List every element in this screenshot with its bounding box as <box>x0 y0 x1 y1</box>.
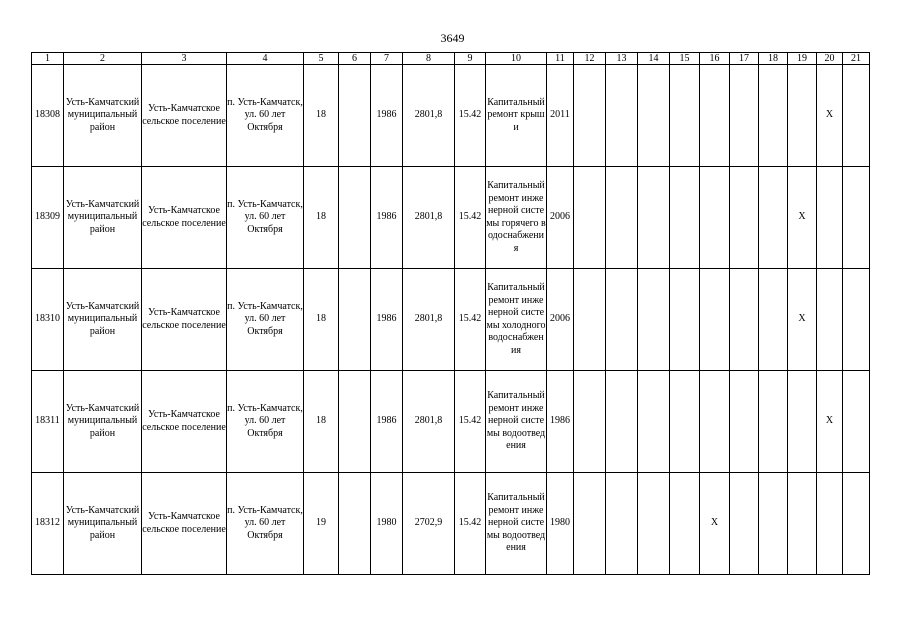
column-18-cell <box>759 269 788 371</box>
house-number-cell: 18 <box>304 167 339 269</box>
column-17-cell <box>730 65 759 167</box>
column-number-cell: 19 <box>788 53 817 65</box>
year-built-cell: 1986 <box>371 167 403 269</box>
column-14-cell <box>638 65 670 167</box>
column-20-cell: X <box>817 65 843 167</box>
column-21-cell <box>843 269 870 371</box>
column-16-cell <box>700 371 730 473</box>
column-9-cell: 15.42 <box>455 65 486 167</box>
column-19-cell: X <box>788 269 817 371</box>
column-15-cell <box>670 269 700 371</box>
column-17-cell <box>730 167 759 269</box>
address-cell: п. Усть-Камчатск, ул. 60 лет Октября <box>227 65 304 167</box>
house-number-cell: 18 <box>304 371 339 473</box>
column-number-cell: 2 <box>64 53 142 65</box>
column-number-cell: 21 <box>843 53 870 65</box>
column-20-cell <box>817 269 843 371</box>
column-20-cell <box>817 473 843 575</box>
district-cell: Усть-Камчатский муниципальный район <box>64 473 142 575</box>
column-13-cell <box>606 473 638 575</box>
column-number-cell: 16 <box>700 53 730 65</box>
column-18-cell <box>759 371 788 473</box>
year-built-cell: 1986 <box>371 371 403 473</box>
work-year-cell: 2006 <box>547 167 574 269</box>
column-number-cell: 5 <box>304 53 339 65</box>
column-18-cell <box>759 65 788 167</box>
column-6-cell <box>339 269 371 371</box>
table-row <box>32 473 870 575</box>
district-cell: Усть-Камчатский муниципальный район <box>64 167 142 269</box>
area-cell: 2801,8 <box>403 167 455 269</box>
work-year-cell: 2011 <box>547 65 574 167</box>
column-number-cell: 18 <box>759 53 788 65</box>
column-14-cell <box>638 473 670 575</box>
column-12-cell <box>574 473 606 575</box>
column-15-cell <box>670 371 700 473</box>
column-17-cell <box>730 371 759 473</box>
column-16-cell <box>700 269 730 371</box>
settlement-cell: Усть-Камчатское сельское поселение <box>142 167 227 269</box>
column-20-cell <box>817 167 843 269</box>
row-id: 18308 <box>32 65 64 167</box>
column-6-cell <box>339 371 371 473</box>
column-15-cell <box>670 473 700 575</box>
column-number-cell: 17 <box>730 53 759 65</box>
work-type-cell: Капитальный ремонт инженерной системы водоотведения <box>486 371 547 473</box>
district-cell: Усть-Камчатский муниципальный район <box>64 65 142 167</box>
table-row <box>32 371 870 473</box>
work-type-cell: Капитальный ремонт крыши <box>486 65 547 167</box>
column-17-cell <box>730 473 759 575</box>
work-type-cell: Капитальный ремонт инженерной системы водоотведения <box>486 473 547 575</box>
column-number-cell: 13 <box>606 53 638 65</box>
registry-table <box>31 52 870 575</box>
column-15-cell <box>670 167 700 269</box>
column-14-cell <box>638 269 670 371</box>
column-13-cell <box>606 65 638 167</box>
area-cell: 2801,8 <box>403 65 455 167</box>
column-number-row <box>32 53 870 65</box>
column-number-cell: 3 <box>142 53 227 65</box>
district-cell: Усть-Камчатский муниципальный район <box>64 269 142 371</box>
year-built-cell: 1986 <box>371 269 403 371</box>
column-21-cell <box>843 371 870 473</box>
column-19-cell <box>788 65 817 167</box>
column-18-cell <box>759 167 788 269</box>
column-number-cell: 10 <box>486 53 547 65</box>
column-19-cell <box>788 473 817 575</box>
address-cell: п. Усть-Камчатск, ул. 60 лет Октября <box>227 473 304 575</box>
year-built-cell: 1986 <box>371 65 403 167</box>
column-number-cell: 4 <box>227 53 304 65</box>
district-cell: Усть-Камчатский муниципальный район <box>64 371 142 473</box>
column-6-cell <box>339 473 371 575</box>
column-14-cell <box>638 371 670 473</box>
column-6-cell <box>339 167 371 269</box>
column-number-cell: 12 <box>574 53 606 65</box>
address-cell: п. Усть-Камчатск, ул. 60 лет Октября <box>227 371 304 473</box>
house-number-cell: 18 <box>304 269 339 371</box>
column-12-cell <box>574 65 606 167</box>
column-14-cell <box>638 167 670 269</box>
address-cell: п. Усть-Камчатск, ул. 60 лет Октября <box>227 167 304 269</box>
row-id: 18309 <box>32 167 64 269</box>
column-6-cell <box>339 65 371 167</box>
house-number-cell: 19 <box>304 473 339 575</box>
column-12-cell <box>574 269 606 371</box>
work-year-cell: 1986 <box>547 371 574 473</box>
settlement-cell: Усть-Камчатское сельское поселение <box>142 473 227 575</box>
column-number-cell: 14 <box>638 53 670 65</box>
page-number: 3649 <box>440 31 465 45</box>
column-9-cell: 15.42 <box>455 167 486 269</box>
column-12-cell <box>574 167 606 269</box>
column-number-cell: 6 <box>339 53 371 65</box>
row-id: 18310 <box>32 269 64 371</box>
column-16-cell <box>700 65 730 167</box>
column-21-cell <box>843 167 870 269</box>
table-row <box>32 167 870 269</box>
table-row <box>32 269 870 371</box>
area-cell: 2801,8 <box>403 269 455 371</box>
column-21-cell <box>843 65 870 167</box>
year-built-cell: 1980 <box>371 473 403 575</box>
column-9-cell: 15.42 <box>455 269 486 371</box>
area-cell: 2702,9 <box>403 473 455 575</box>
column-13-cell <box>606 371 638 473</box>
column-18-cell <box>759 473 788 575</box>
column-number-cell: 7 <box>371 53 403 65</box>
work-year-cell: 2006 <box>547 269 574 371</box>
settlement-cell: Усть-Камчатское сельское поселение <box>142 269 227 371</box>
house-number-cell: 18 <box>304 65 339 167</box>
row-id: 18311 <box>32 371 64 473</box>
column-16-cell <box>700 167 730 269</box>
column-number-cell: 20 <box>817 53 843 65</box>
column-15-cell <box>670 65 700 167</box>
work-type-cell: Капитальный ремонт инженерной системы холодного водоснабжения <box>486 269 547 371</box>
settlement-cell: Усть-Камчатское сельское поселение <box>142 65 227 167</box>
area-cell: 2801,8 <box>403 371 455 473</box>
column-16-cell: X <box>700 473 730 575</box>
column-19-cell: X <box>788 167 817 269</box>
row-id: 18312 <box>32 473 64 575</box>
settlement-cell: Усть-Камчатское сельское поселение <box>142 371 227 473</box>
column-number-cell: 1 <box>32 53 64 65</box>
column-13-cell <box>606 167 638 269</box>
column-9-cell: 15.42 <box>455 473 486 575</box>
column-number-cell: 11 <box>547 53 574 65</box>
address-cell: п. Усть-Камчатск, ул. 60 лет Октября <box>227 269 304 371</box>
column-number-cell: 9 <box>455 53 486 65</box>
column-12-cell <box>574 371 606 473</box>
column-9-cell: 15.42 <box>455 371 486 473</box>
column-13-cell <box>606 269 638 371</box>
column-21-cell <box>843 473 870 575</box>
work-type-cell: Капитальный ремонт инженерной системы горячего водоснабжения <box>486 167 547 269</box>
table-row <box>32 65 870 167</box>
column-20-cell: X <box>817 371 843 473</box>
column-17-cell <box>730 269 759 371</box>
column-number-cell: 8 <box>403 53 455 65</box>
work-year-cell: 1980 <box>547 473 574 575</box>
column-number-cell: 15 <box>670 53 700 65</box>
column-19-cell <box>788 371 817 473</box>
